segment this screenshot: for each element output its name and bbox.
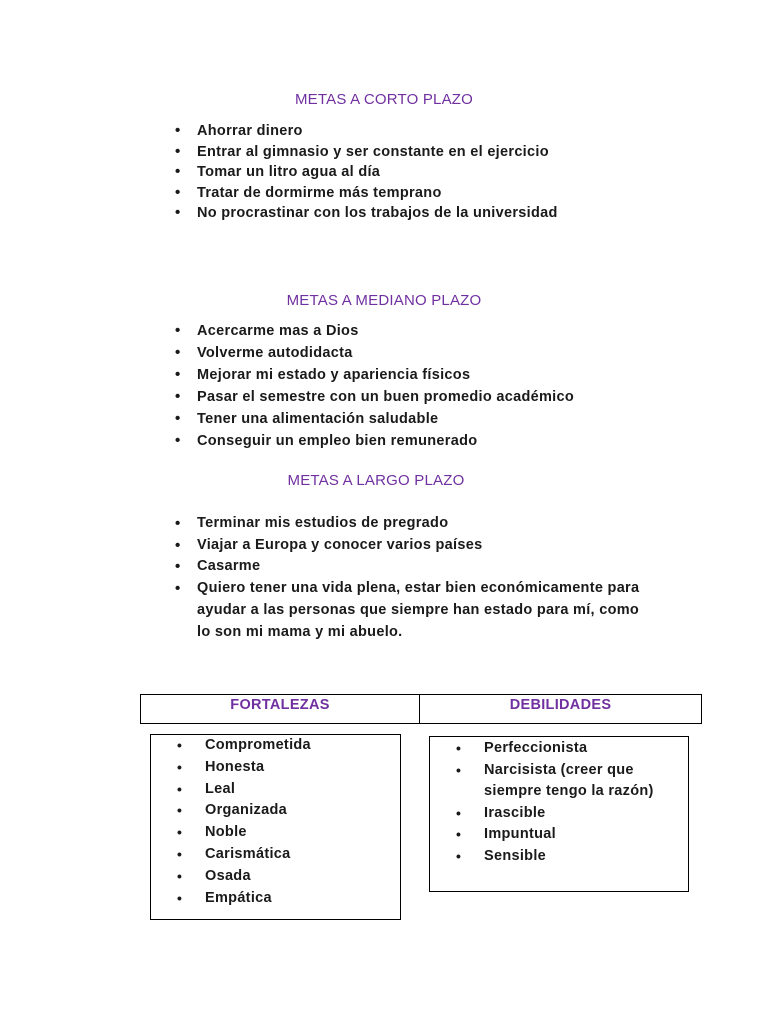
list-item: • Leal [177,779,387,801]
weaknesses-header: DEBILIDADES [419,695,701,723]
strengths-box [150,734,401,920]
list-item: • Noble [177,822,387,844]
list-item: • Carismática [177,844,387,866]
list-item: • Empática [177,888,387,910]
long-term-heading: METAS A LARGO PLAZO [287,472,465,489]
list-item: • Perfeccionista [456,738,681,760]
mid-term-heading: METAS A MEDIANO PLAZO [286,292,482,309]
list-item: • Casarme [175,556,655,578]
list-item: • Sensible [456,846,681,868]
weaknesses-box [429,736,689,892]
list-item: • Terminar mis estudios de pregrado [175,513,655,535]
list-item: • Irascible [456,803,681,825]
list-item: • Honesta [177,757,387,779]
list-item: • Entrar al gimnasio y ser constante en el ejercicio [175,142,595,163]
list-item: • No procrastinar con los trabajos de la universidad [175,203,595,224]
list-item: • Organizada [177,800,387,822]
list-item: • Tratar de dormirme más temprano [175,183,595,204]
strengths-list [177,735,387,909]
list-item: • Acercarme mas a Dios [175,320,605,342]
traits-header-table [140,694,702,724]
list-item: • Pasar el semestre con un buen promedio académico [175,386,605,408]
list-item: • Tener una alimentación saludable [175,408,605,430]
list-item: • Ahorrar dinero [175,121,595,142]
strengths-header: FORTALEZAS [230,697,330,713]
list-item: • Quiero tener una vida plena, estar bien económicamente para ayudar a las personas que siempre han estado para mí, como lo son mi mama y mi abuelo. [175,578,655,643]
short-term-goals-list [175,121,595,224]
list-item: • Tomar un litro agua al día [175,162,595,183]
short-term-heading: METAS A CORTO PLAZO [294,91,473,108]
list-item: • Viajar a Europa y conocer varios países [175,535,655,557]
list-item: • Narcisista (creer que siempre tengo la razón) [456,760,681,803]
weaknesses-list [456,738,681,867]
list-item: • Conseguir un empleo bien remunerado [175,430,605,452]
list-item: • Impuntual [456,824,681,846]
long-term-goals-list [175,513,655,643]
list-item: • Osada [177,866,387,888]
list-item: • Mejorar mi estado y apariencia físicos [175,364,605,386]
mid-term-goals-list [175,320,605,452]
list-item: • Volverme autodidacta [175,342,605,364]
list-item: • Comprometida [177,735,387,757]
